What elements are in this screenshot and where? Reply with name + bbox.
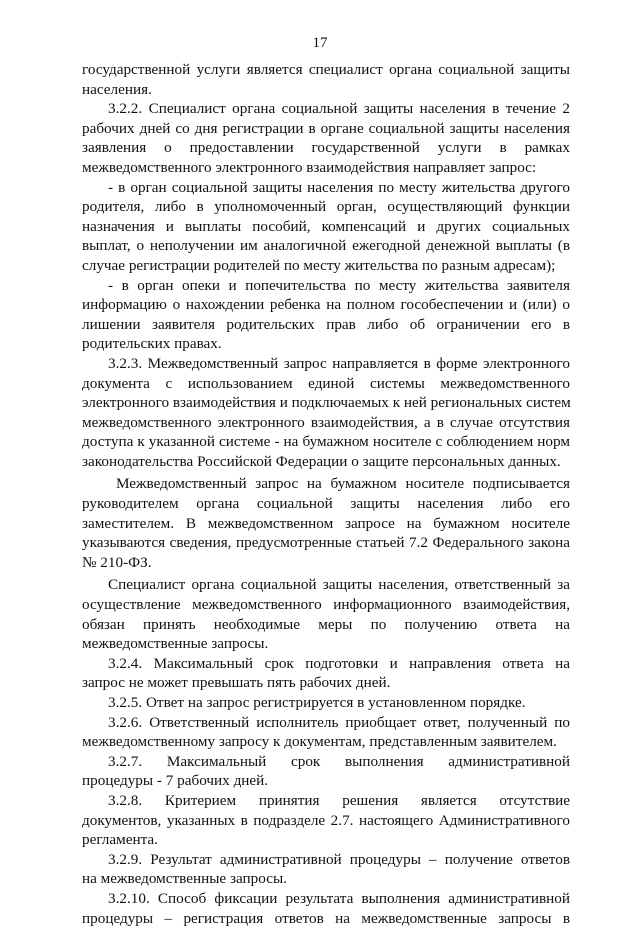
text-line: 3.2.6. Ответственный исполнитель приобщает ответ, полученный по (108, 713, 570, 731)
text-line: 3.2.8. Критерием принятия решения является отсутствие (108, 791, 570, 809)
text-line: - в орган опеки и попечительства по месту жительства заявителя (108, 276, 570, 294)
text-line: случае регистрации родителей по месту жительства по разным адресам); (82, 256, 556, 274)
text-line: № 210-ФЗ. (82, 553, 152, 571)
text-line: 3.2.7. Максимальный срок выполнения административной (108, 752, 570, 770)
text-line: межведомственному запросу к документам, представленным заявителем. (82, 733, 557, 751)
document-body (82, 60, 570, 928)
text-line: электронного взаимодействия и подключаемых к ней региональных систем (82, 394, 571, 412)
text-line: процедуры - 7 рабочих дней. (82, 772, 269, 790)
text-line: родительских правах. (82, 335, 222, 353)
text-line: указываются сведения, предусмотренные статьей 7.2 Федерального закона (82, 534, 570, 552)
text-line: 3.2.3. Межведомственный запрос направляется в форме электронного (108, 354, 570, 372)
text-line: документа с использованием единой системы межведомственного (82, 374, 570, 392)
text-line: регламента. (82, 831, 158, 849)
text-line: запрос не может превышать пять рабочих дней. (82, 674, 391, 692)
text-line: 3.2.10. Способ фиксации результата выполнения административной (108, 889, 570, 907)
text-line: - в орган социальной защиты населения по месту жительства другого (108, 178, 570, 196)
text-line: доступа к указанной системе - на бумажном носителе с соблюдением норм (82, 433, 570, 451)
text-line: обязан принять необходимые меры по получению ответа на (82, 615, 570, 633)
text-line: 3.2.5. Ответ на запрос регистрируется в установленном порядке. (108, 694, 526, 711)
text-line: законодательства Российской Федерации о защите персональных данных. (82, 452, 561, 470)
text-line: межведомственные запросы. (82, 635, 269, 653)
text-line: родителя, либо в уполномоченный орган, осуществляющий функции (82, 198, 570, 216)
text-line: рабочих дней со дня регистрации в органе социальной защиты населения (82, 119, 570, 137)
text-line: информацию о нахождении ребенка на полном гособеспечении и (или) о (82, 296, 570, 314)
text-line: межведомственного электронного взаимодействия направляет запрос: (82, 158, 537, 176)
text-line: 3.2.9. Результат административной процедуры – получение ответов (108, 850, 570, 868)
text-line: назначения и выплаты пособий, компенсаций и других социальных (82, 217, 570, 235)
text-line: заместителем. В межведомственном запросе на бумажном носителе (82, 514, 570, 532)
text-line: руководителем органа социальной защиты населения либо его (82, 495, 570, 513)
text-line: осуществление межведомственного информационного взаимодействия, (82, 596, 570, 614)
text-line: на межведомственные запросы. (82, 870, 287, 888)
text-line: 3.2.4. Максимальный срок подготовки и направления ответа на (108, 654, 570, 672)
text-line: межведомственного электронного взаимодействия, а в случае отсутствия (82, 413, 570, 431)
text-line: Специалист органа социальной защиты населения, ответственный за (108, 576, 570, 594)
text-line: заявления о предоставлении государственной услуги в рамках (82, 139, 570, 157)
text-line: населения. (82, 80, 152, 98)
page-number: 17 (312, 35, 328, 51)
text-line: государственной услуги является специалист органа социальной защиты (82, 61, 570, 78)
text-line: лишении заявителя родительских прав либо об ограничении его в (82, 315, 570, 333)
text-line: 3.2.2. Специалист органа социальной защиты населения в течение 2 (108, 100, 570, 118)
text-line: процедуры – регистрация ответов на межведомственные запросы в (82, 909, 570, 927)
text-line: Межведомственный запрос на бумажном носителе подписывается (116, 475, 570, 493)
text-line: документов, указанных в подразделе 2.7. настоящего Административного (82, 811, 570, 829)
text-line: выплат, о неполучении им аналогичной ежегодной денежной выплаты (в (82, 237, 570, 255)
